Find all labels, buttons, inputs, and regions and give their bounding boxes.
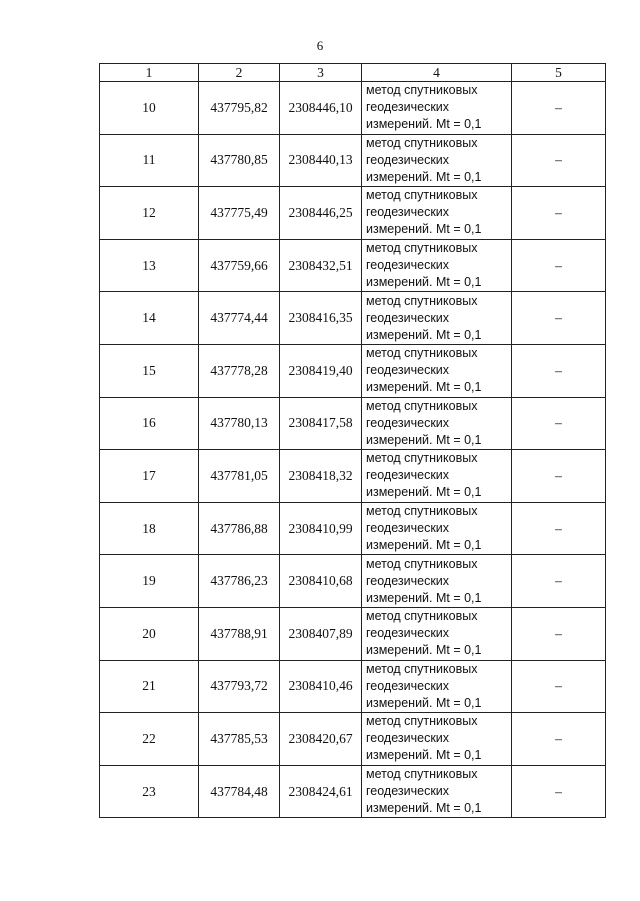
table-row xyxy=(100,765,606,818)
method-text-line: метод спутниковых xyxy=(366,188,478,203)
point-number-cell: 11 xyxy=(100,134,199,187)
y-coordinate-cell: 2308417,58 xyxy=(280,397,362,450)
note-cell: – xyxy=(512,607,606,660)
method-text-line: измерений. Mt = 0,1 xyxy=(366,538,482,553)
y-coordinate-cell: 2308410,99 xyxy=(280,502,362,555)
y-coordinate-cell: 2308410,68 xyxy=(280,555,362,608)
x-coordinate-cell: 437784,48 xyxy=(199,765,280,818)
x-coordinate-cell: 437781,05 xyxy=(199,450,280,503)
header-row xyxy=(100,64,606,82)
x-coordinate-cell: 437780,85 xyxy=(199,134,280,187)
coordinates-table xyxy=(99,63,606,818)
table-row xyxy=(100,502,606,555)
method-text-line: измерений. Mt = 0,1 xyxy=(366,222,482,237)
method-cell xyxy=(362,82,512,135)
method-text-line: метод спутниковых xyxy=(366,609,478,624)
method-text-line: геодезических xyxy=(366,258,450,273)
method-text-line: измерений. Mt = 0,1 xyxy=(366,590,482,605)
method-text-line: геодезических xyxy=(366,573,450,588)
method-cell xyxy=(362,134,512,187)
method-text-line: геодезических xyxy=(366,731,450,746)
method-cell xyxy=(362,450,512,503)
note-cell: – xyxy=(512,450,606,503)
table-row xyxy=(100,344,606,397)
note-cell: – xyxy=(512,344,606,397)
table-row xyxy=(100,292,606,345)
method-text-line: измерений. Mt = 0,1 xyxy=(366,432,482,447)
y-coordinate-cell: 2308418,32 xyxy=(280,450,362,503)
header-cell-1: 1 xyxy=(100,64,199,82)
method-text-line: измерений. Mt = 0,1 xyxy=(366,485,482,500)
table-row xyxy=(100,607,606,660)
point-number-cell: 14 xyxy=(100,292,199,345)
point-number-cell: 19 xyxy=(100,555,199,608)
method-text-line: метод спутниковых xyxy=(366,346,478,361)
method-text-line: измерений. Mt = 0,1 xyxy=(366,169,482,184)
table-row xyxy=(100,82,606,135)
method-text-line: метод спутниковых xyxy=(366,767,478,782)
point-number-cell: 17 xyxy=(100,450,199,503)
method-text-line: измерений. Mt = 0,1 xyxy=(366,695,482,710)
method-text-line: геодезических xyxy=(366,363,450,378)
point-number-cell: 13 xyxy=(100,239,199,292)
y-coordinate-cell: 2308446,10 xyxy=(280,82,362,135)
note-cell: – xyxy=(512,555,606,608)
page-number: 6 xyxy=(316,38,324,53)
note-cell: – xyxy=(512,82,606,135)
method-text-line: геодезических xyxy=(366,678,450,693)
note-cell: – xyxy=(512,134,606,187)
method-text-line: измерений. Mt = 0,1 xyxy=(366,380,482,395)
x-coordinate-cell: 437775,49 xyxy=(199,187,280,240)
method-cell xyxy=(362,502,512,555)
y-coordinate-cell: 2308446,25 xyxy=(280,187,362,240)
method-cell xyxy=(362,555,512,608)
y-coordinate-cell: 2308407,89 xyxy=(280,607,362,660)
method-text-line: геодезических xyxy=(366,100,450,115)
method-text-line: метод спутниковых xyxy=(366,293,478,308)
table-row xyxy=(100,239,606,292)
method-text-line: метод спутниковых xyxy=(366,135,478,150)
point-number-cell: 15 xyxy=(100,344,199,397)
method-cell xyxy=(362,292,512,345)
table-row xyxy=(100,660,606,713)
method-cell xyxy=(362,713,512,766)
point-number-cell: 20 xyxy=(100,607,199,660)
header-cell-3: 3 xyxy=(280,64,362,82)
y-coordinate-cell: 2308420,67 xyxy=(280,713,362,766)
x-coordinate-cell: 437788,91 xyxy=(199,607,280,660)
header-cell-2: 2 xyxy=(199,64,280,82)
point-number-cell: 12 xyxy=(100,187,199,240)
x-coordinate-cell: 437786,23 xyxy=(199,555,280,608)
x-coordinate-cell: 437778,28 xyxy=(199,344,280,397)
note-cell: – xyxy=(512,292,606,345)
header-cell-5: 5 xyxy=(512,64,606,82)
method-text-line: геодезических xyxy=(366,152,450,167)
method-cell xyxy=(362,187,512,240)
point-number-cell: 16 xyxy=(100,397,199,450)
x-coordinate-cell: 437793,72 xyxy=(199,660,280,713)
method-text-line: геодезических xyxy=(366,205,450,220)
method-cell xyxy=(362,607,512,660)
method-text-line: измерений. Mt = 0,1 xyxy=(366,117,482,132)
x-coordinate-cell: 437759,66 xyxy=(199,239,280,292)
method-text-line: метод спутниковых xyxy=(366,504,478,519)
x-coordinate-cell: 437785,53 xyxy=(199,713,280,766)
note-cell: – xyxy=(512,660,606,713)
method-text-line: метод спутниковых xyxy=(366,398,478,413)
method-text-line: метод спутниковых xyxy=(366,451,478,466)
method-text-line: измерений. Mt = 0,1 xyxy=(366,275,482,290)
method-cell xyxy=(362,765,512,818)
x-coordinate-cell: 437774,44 xyxy=(199,292,280,345)
x-coordinate-cell: 437786,88 xyxy=(199,502,280,555)
method-text-line: геодезических xyxy=(366,310,450,325)
note-cell: – xyxy=(512,502,606,555)
point-number-cell: 23 xyxy=(100,765,199,818)
table-body xyxy=(100,82,606,818)
method-text-line: геодезических xyxy=(366,784,450,799)
point-number-cell: 10 xyxy=(100,82,199,135)
table-row xyxy=(100,450,606,503)
point-number-cell: 22 xyxy=(100,713,199,766)
method-text-line: измерений. Mt = 0,1 xyxy=(366,748,482,763)
note-cell: – xyxy=(512,765,606,818)
method-text-line: метод спутниковых xyxy=(366,714,478,729)
x-coordinate-cell: 437780,13 xyxy=(199,397,280,450)
y-coordinate-cell: 2308410,46 xyxy=(280,660,362,713)
method-text-line: метод спутниковых xyxy=(366,661,478,676)
table-row xyxy=(100,397,606,450)
note-cell: – xyxy=(512,187,606,240)
method-cell xyxy=(362,660,512,713)
note-cell: – xyxy=(512,397,606,450)
method-text-line: метод спутниковых xyxy=(366,241,478,256)
method-cell xyxy=(362,239,512,292)
method-text-line: метод спутниковых xyxy=(366,556,478,571)
y-coordinate-cell: 2308424,61 xyxy=(280,765,362,818)
method-cell xyxy=(362,344,512,397)
method-text-line: измерений. Mt = 0,1 xyxy=(366,801,482,816)
x-coordinate-cell: 437795,82 xyxy=(199,82,280,135)
method-text-line: измерений. Mt = 0,1 xyxy=(366,327,482,342)
method-text-line: геодезических xyxy=(366,468,450,483)
point-number-cell: 18 xyxy=(100,502,199,555)
table-row xyxy=(100,187,606,240)
method-text-line: геодезических xyxy=(366,626,450,641)
point-number-cell: 21 xyxy=(100,660,199,713)
table-row xyxy=(100,713,606,766)
method-cell xyxy=(362,397,512,450)
y-coordinate-cell: 2308419,40 xyxy=(280,344,362,397)
method-text-line: геодезических xyxy=(366,521,450,536)
method-text-line: геодезических xyxy=(366,415,450,430)
y-coordinate-cell: 2308416,35 xyxy=(280,292,362,345)
table-row xyxy=(100,555,606,608)
note-cell: – xyxy=(512,239,606,292)
method-text-line: измерений. Mt = 0,1 xyxy=(366,643,482,658)
method-text-line: метод спутниковых xyxy=(366,83,478,98)
header-cell-4: 4 xyxy=(362,64,512,82)
note-cell: – xyxy=(512,713,606,766)
y-coordinate-cell: 2308440,13 xyxy=(280,134,362,187)
table-row xyxy=(100,134,606,187)
y-coordinate-cell: 2308432,51 xyxy=(280,239,362,292)
